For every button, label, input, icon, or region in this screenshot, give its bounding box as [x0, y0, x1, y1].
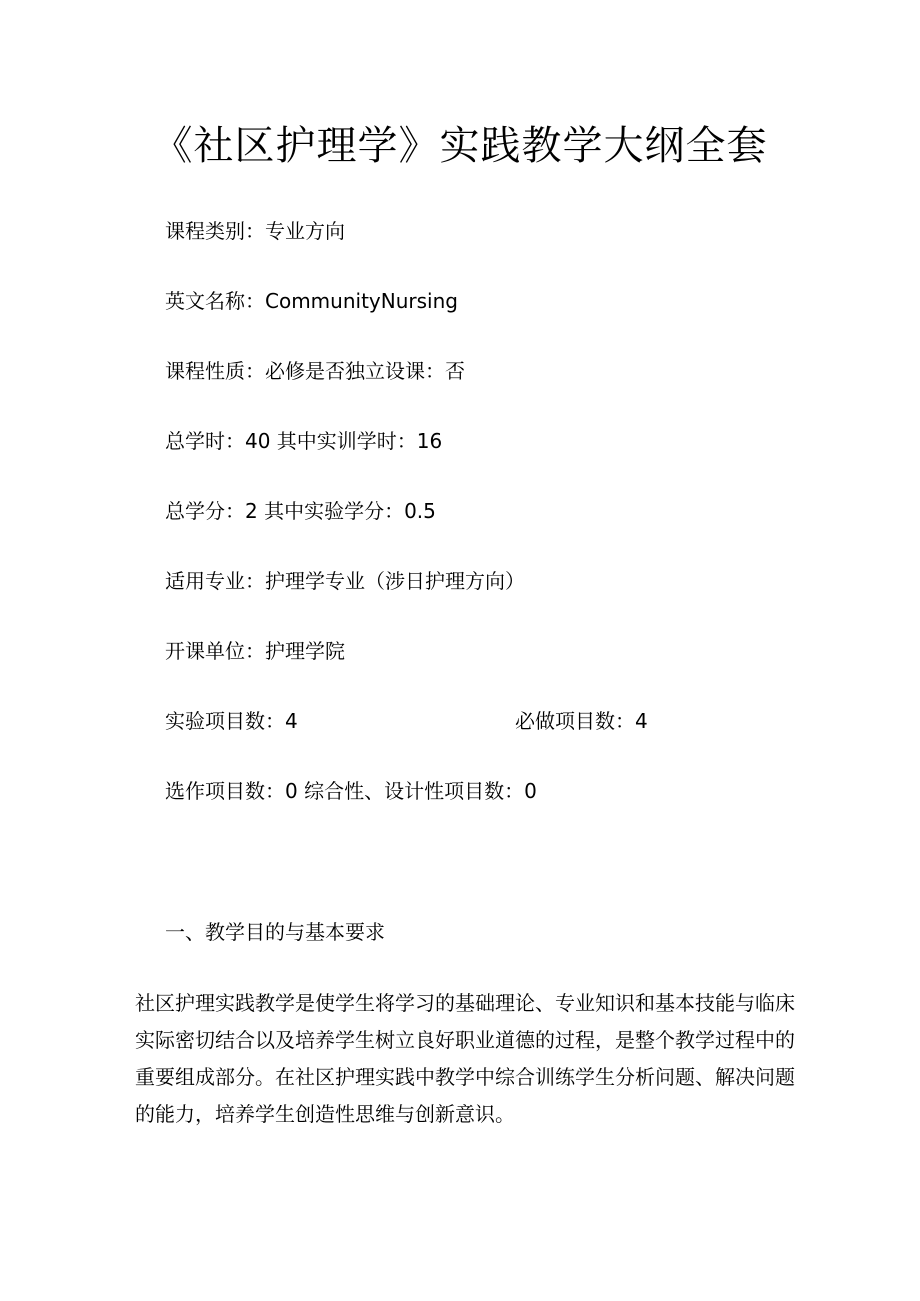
english-name: 英文名称：CommunityNursing [165, 289, 458, 313]
section-paragraph [135, 985, 803, 1133]
required-items: 必做项目数：4 [515, 709, 648, 733]
offering-unit: 开课单位：护理学院 [165, 639, 345, 663]
paragraph-line: 重要组成部分。在社区护理实践中教学中综合训练学生分析问题、解决问题 [135, 1065, 795, 1089]
course-nature: 课程性质：必修是否独立设课：否 [165, 359, 465, 383]
section-heading: 一、教学目的与基本要求 [165, 920, 385, 944]
course-category: 课程类别：专业方向 [165, 219, 345, 243]
document-title: 《社区护理学》实践教学大纲全套 [152, 123, 768, 169]
optional-items: 选作项目数：0 综合性、设计性项目数：0 [165, 779, 537, 803]
paragraph-line: 的能力，培养学生创造性思维与创新意识。 [135, 1102, 515, 1126]
applicable-major: 适用专业：护理学专业（涉日护理方向） [165, 569, 525, 593]
paragraph-line: 社区护理实践教学是使学生将学习的基础理论、专业知识和基本技能与临床 [135, 991, 795, 1015]
total-hours: 总学时：40 其中实训学时：16 [165, 429, 443, 453]
paragraph-line: 实际密切结合以及培养学生树立良好职业道德的过程，是整个教学过程中的 [135, 1028, 795, 1052]
experiment-items: 实验项目数：4 [165, 709, 298, 733]
total-credits: 总学分：2 其中实验学分：0.5 [165, 499, 436, 523]
